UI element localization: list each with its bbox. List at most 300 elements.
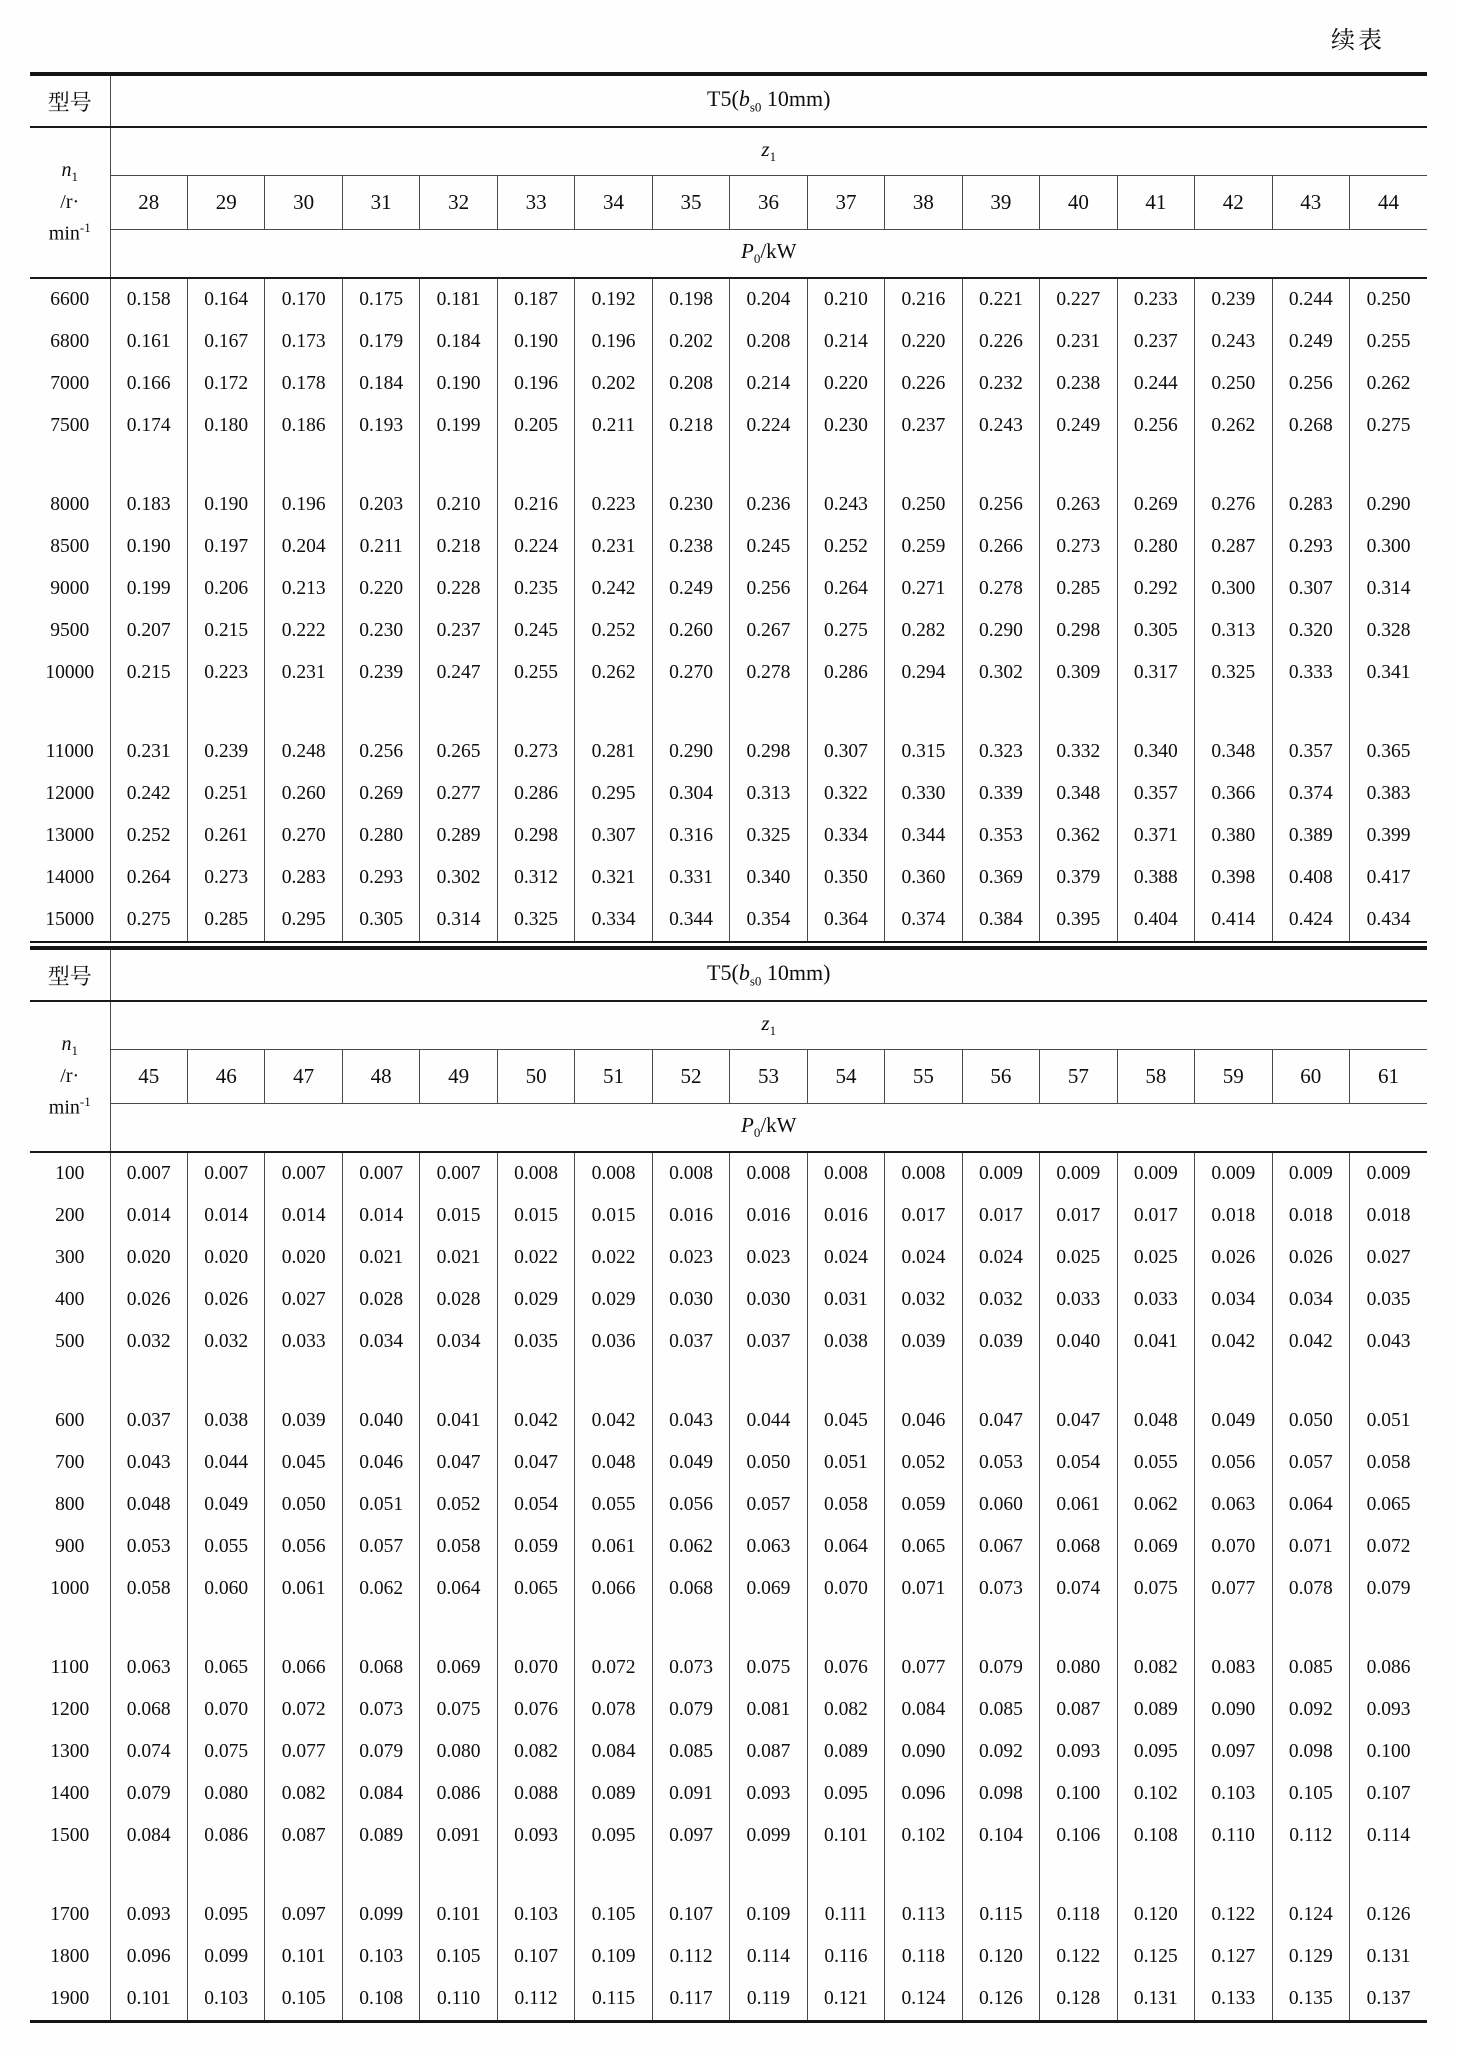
power-cell: 0.016 [652, 1195, 729, 1237]
power-cell: 0.043 [110, 1442, 187, 1484]
power-cell: 0.032 [962, 1279, 1039, 1321]
power-cell: 0.277 [420, 773, 497, 815]
power-cell: 0.020 [265, 1237, 342, 1279]
z1-col-header: 60 [1272, 1050, 1349, 1104]
z1-col-header: 34 [575, 176, 652, 230]
power-cell: 0.040 [342, 1400, 419, 1442]
table-row [30, 1442, 1427, 1484]
power-cell: 0.034 [342, 1321, 419, 1363]
power-cell: 0.371 [1117, 815, 1194, 857]
power-cell: 0.206 [187, 568, 264, 610]
model-header-label: 型号 [30, 74, 110, 127]
power-cell: 0.300 [1350, 526, 1428, 568]
power-cell: 0.097 [652, 1815, 729, 1857]
power-cell: 0.018 [1350, 1195, 1428, 1237]
power-cell: 0.007 [265, 1152, 342, 1195]
power-cell: 0.186 [265, 405, 342, 447]
table-row [30, 1731, 1427, 1773]
row-speed-value: 8000 [30, 484, 110, 526]
power-cell: 0.095 [1117, 1731, 1194, 1773]
power-cell: 0.041 [1117, 1321, 1194, 1363]
power-cell: 0.057 [730, 1484, 807, 1526]
power-cell: 0.050 [265, 1484, 342, 1526]
power-cell: 0.035 [497, 1321, 574, 1363]
power-cell: 0.175 [342, 278, 419, 321]
power-cell: 0.020 [110, 1237, 187, 1279]
power-cell: 0.032 [187, 1321, 264, 1363]
power-cell: 0.325 [497, 899, 574, 942]
power-cell: 0.091 [652, 1773, 729, 1815]
power-cell: 0.239 [1195, 278, 1272, 321]
power-cell: 0.092 [1272, 1689, 1349, 1731]
power-cell: 0.269 [342, 773, 419, 815]
power-cell: 0.077 [1195, 1568, 1272, 1610]
power-cell: 0.048 [575, 1442, 652, 1484]
continued-table-label: 续表 [1331, 28, 1385, 54]
row-speed-value: 10000 [30, 652, 110, 694]
power-cell: 0.068 [342, 1647, 419, 1689]
power-cell: 0.091 [420, 1815, 497, 1857]
power-cell: 0.180 [187, 405, 264, 447]
z1-col-header: 32 [420, 176, 497, 230]
power-cell: 0.264 [807, 568, 884, 610]
power-cell: 0.062 [342, 1568, 419, 1610]
power-cell: 0.089 [807, 1731, 884, 1773]
power-cell: 0.231 [575, 526, 652, 568]
power-cell: 0.097 [1195, 1731, 1272, 1773]
belt-type-header: $T5(b_{s0}$ 10mm) [110, 948, 1427, 1001]
power-cell: 0.273 [187, 857, 264, 899]
power-cell: 0.055 [1117, 1442, 1194, 1484]
rating-table-2 [30, 946, 1427, 2023]
power-cell: 0.190 [497, 321, 574, 363]
power-cell: 0.008 [497, 1152, 574, 1195]
power-cell: 0.108 [1117, 1815, 1194, 1857]
power-cell: 0.305 [1117, 610, 1194, 652]
power-cell: 0.052 [885, 1442, 962, 1484]
power-cell: 0.256 [342, 731, 419, 773]
power-cell: 0.307 [1272, 568, 1349, 610]
power-cell: 0.334 [575, 899, 652, 942]
power-cell: 0.243 [1195, 321, 1272, 363]
power-cell: 0.058 [807, 1484, 884, 1526]
power-cell: 0.252 [807, 526, 884, 568]
p0-row [30, 1104, 1427, 1153]
power-cell: 0.033 [265, 1321, 342, 1363]
power-cell: 0.029 [497, 1279, 574, 1321]
row-speed-value: 9000 [30, 568, 110, 610]
power-cell: 0.101 [110, 1978, 187, 2022]
power-cell: 0.325 [730, 815, 807, 857]
power-cell: 0.273 [497, 731, 574, 773]
z1-col-header: 40 [1040, 176, 1117, 230]
power-cell: 0.231 [110, 731, 187, 773]
z1-header: $z_1$ [110, 127, 1427, 176]
table-row [30, 1195, 1427, 1237]
power-cell: 0.030 [652, 1279, 729, 1321]
power-cell: 0.374 [1272, 773, 1349, 815]
power-cell: 0.065 [885, 1526, 962, 1568]
power-cell: 0.228 [420, 568, 497, 610]
power-cell: 0.060 [187, 1568, 264, 1610]
power-cell: 0.357 [1117, 773, 1194, 815]
power-cell: 0.048 [1117, 1400, 1194, 1442]
table-row [30, 1689, 1427, 1731]
power-cell: 0.047 [962, 1400, 1039, 1442]
power-cell: 0.073 [652, 1647, 729, 1689]
power-cell: 0.231 [1040, 321, 1117, 363]
model-header-label: 型号 [30, 948, 110, 1001]
power-cell: 0.017 [1117, 1195, 1194, 1237]
power-cell: 0.197 [187, 526, 264, 568]
power-cell: 0.050 [1272, 1400, 1349, 1442]
power-cell: 0.042 [1195, 1321, 1272, 1363]
p0-row [30, 230, 1427, 279]
power-cell: 0.065 [497, 1568, 574, 1610]
power-cell: 0.052 [420, 1484, 497, 1526]
power-cell: 0.237 [1117, 321, 1194, 363]
power-cell: 0.243 [807, 484, 884, 526]
power-cell: 0.103 [1195, 1773, 1272, 1815]
power-cell: 0.282 [885, 610, 962, 652]
power-cell: 0.086 [187, 1815, 264, 1857]
power-cell: 0.072 [265, 1689, 342, 1731]
row-speed-value: 400 [30, 1279, 110, 1321]
power-cell: 0.105 [1272, 1773, 1349, 1815]
power-cell: 0.068 [1040, 1526, 1117, 1568]
power-cell: 0.126 [962, 1978, 1039, 2022]
power-cell: 0.087 [730, 1731, 807, 1773]
power-cell: 0.072 [575, 1647, 652, 1689]
power-cell: 0.252 [575, 610, 652, 652]
power-cell: 0.334 [807, 815, 884, 857]
power-cell: 0.088 [497, 1773, 574, 1815]
z1-col-header: 47 [265, 1050, 342, 1104]
power-cell: 0.230 [342, 610, 419, 652]
power-cell: 0.255 [1350, 321, 1428, 363]
power-cell: 0.298 [1040, 610, 1117, 652]
power-cell: 0.214 [730, 363, 807, 405]
power-cell: 0.344 [885, 815, 962, 857]
power-cell: 0.015 [575, 1195, 652, 1237]
power-cell: 0.049 [652, 1442, 729, 1484]
power-cell: 0.046 [885, 1400, 962, 1442]
power-cell: 0.036 [575, 1321, 652, 1363]
power-cell: 0.024 [962, 1237, 1039, 1279]
table-row [30, 857, 1427, 899]
power-cell: 0.056 [265, 1526, 342, 1568]
power-cell: 0.082 [265, 1773, 342, 1815]
row-speed-value: 1300 [30, 1731, 110, 1773]
power-cell: 0.187 [497, 278, 574, 321]
power-cell: 0.265 [420, 731, 497, 773]
power-cell: 0.014 [342, 1195, 419, 1237]
power-cell: 0.026 [187, 1279, 264, 1321]
power-cell: 0.058 [420, 1526, 497, 1568]
power-cell: 0.315 [885, 731, 962, 773]
row-speed-value: 200 [30, 1195, 110, 1237]
power-cell: 0.287 [1195, 526, 1272, 568]
z1-col-header: 30 [265, 176, 342, 230]
power-cell: 0.023 [730, 1237, 807, 1279]
z1-col-header: 56 [962, 1050, 1039, 1104]
power-cell: 0.205 [497, 405, 574, 447]
power-cell: 0.307 [807, 731, 884, 773]
power-cell: 0.107 [1350, 1773, 1428, 1815]
power-cell: 0.087 [265, 1815, 342, 1857]
power-cell: 0.350 [807, 857, 884, 899]
power-cell: 0.211 [575, 405, 652, 447]
gap-row [30, 447, 1427, 484]
power-cell: 0.267 [730, 610, 807, 652]
power-cell: 0.053 [962, 1442, 1039, 1484]
power-cell: 0.079 [652, 1689, 729, 1731]
power-cell: 0.366 [1195, 773, 1272, 815]
power-cell: 0.245 [497, 610, 574, 652]
power-cell: 0.224 [730, 405, 807, 447]
power-cell: 0.099 [342, 1894, 419, 1936]
power-cell: 0.059 [885, 1484, 962, 1526]
power-cell: 0.059 [497, 1526, 574, 1568]
row-speed-value: 6600 [30, 278, 110, 321]
power-cell: 0.089 [575, 1773, 652, 1815]
power-cell: 0.096 [110, 1936, 187, 1978]
z1-col-header: 57 [1040, 1050, 1117, 1104]
power-cell: 0.115 [962, 1894, 1039, 1936]
power-cell: 0.070 [1195, 1526, 1272, 1568]
power-cell: 0.273 [1040, 526, 1117, 568]
power-cell: 0.192 [575, 278, 652, 321]
power-cell: 0.074 [110, 1731, 187, 1773]
power-cell: 0.045 [807, 1400, 884, 1442]
power-cell: 0.302 [962, 652, 1039, 694]
power-cell: 0.360 [885, 857, 962, 899]
power-cell: 0.164 [187, 278, 264, 321]
power-cell: 0.112 [497, 1978, 574, 2022]
power-cell: 0.110 [420, 1978, 497, 2022]
power-cell: 0.178 [265, 363, 342, 405]
power-cell: 0.035 [1350, 1279, 1428, 1321]
power-cell: 0.026 [1195, 1237, 1272, 1279]
z1-col-header: 52 [652, 1050, 729, 1104]
power-cell: 0.056 [652, 1484, 729, 1526]
power-cell: 0.203 [342, 484, 419, 526]
power-cell: 0.353 [962, 815, 1039, 857]
tables-container [30, 72, 1427, 2023]
z1-col-header: 59 [1195, 1050, 1272, 1104]
power-cell: 0.037 [730, 1321, 807, 1363]
power-cell: 0.260 [652, 610, 729, 652]
power-cell: 0.073 [342, 1689, 419, 1731]
power-cell: 0.076 [807, 1647, 884, 1689]
power-cell: 0.276 [1195, 484, 1272, 526]
power-cell: 0.227 [1040, 278, 1117, 321]
power-cell: 0.264 [110, 857, 187, 899]
power-cell: 0.040 [1040, 1321, 1117, 1363]
power-cell: 0.022 [575, 1237, 652, 1279]
power-cell: 0.131 [1117, 1978, 1194, 2022]
row-speed-value: 800 [30, 1484, 110, 1526]
z1-col-header: 61 [1350, 1050, 1428, 1104]
row-speed-value: 6800 [30, 321, 110, 363]
z1-values-row [30, 176, 1427, 230]
power-cell: 0.216 [497, 484, 574, 526]
power-cell: 0.207 [110, 610, 187, 652]
power-cell: 0.339 [962, 773, 1039, 815]
power-cell: 0.025 [1117, 1237, 1194, 1279]
power-cell: 0.084 [885, 1689, 962, 1731]
power-cell: 0.202 [575, 363, 652, 405]
power-cell: 0.316 [652, 815, 729, 857]
power-cell: 0.292 [1117, 568, 1194, 610]
power-cell: 0.034 [1272, 1279, 1349, 1321]
table-row [30, 1237, 1427, 1279]
table-row [30, 1894, 1427, 1936]
power-cell: 0.085 [962, 1689, 1039, 1731]
power-cell: 0.247 [420, 652, 497, 694]
power-cell: 0.269 [1117, 484, 1194, 526]
power-cell: 0.063 [730, 1526, 807, 1568]
power-cell: 0.239 [187, 731, 264, 773]
power-cell: 0.105 [265, 1978, 342, 2022]
power-cell: 0.074 [1040, 1568, 1117, 1610]
power-cell: 0.054 [1040, 1442, 1117, 1484]
power-cell: 0.112 [652, 1936, 729, 1978]
power-cell: 0.065 [187, 1647, 264, 1689]
power-cell: 0.261 [187, 815, 264, 857]
table-row [30, 610, 1427, 652]
power-cell: 0.124 [885, 1978, 962, 2022]
z1-col-header: 33 [497, 176, 574, 230]
power-cell: 0.236 [730, 484, 807, 526]
power-cell: 0.340 [1117, 731, 1194, 773]
power-cell: 0.314 [1350, 568, 1428, 610]
power-cell: 0.100 [1350, 1731, 1428, 1773]
power-cell: 0.263 [1040, 484, 1117, 526]
power-cell: 0.110 [1195, 1815, 1272, 1857]
gap-row [30, 1610, 1427, 1647]
power-cell: 0.108 [342, 1978, 419, 2022]
power-cell: 0.042 [497, 1400, 574, 1442]
power-cell: 0.061 [265, 1568, 342, 1610]
power-cell: 0.051 [807, 1442, 884, 1484]
power-cell: 0.249 [1272, 321, 1349, 363]
power-cell: 0.102 [885, 1815, 962, 1857]
table-row [30, 1815, 1427, 1857]
z1-col-header: 41 [1117, 176, 1194, 230]
power-cell: 0.199 [420, 405, 497, 447]
power-cell: 0.090 [885, 1731, 962, 1773]
power-cell: 0.038 [807, 1321, 884, 1363]
row-speed-value: 600 [30, 1400, 110, 1442]
model-row [30, 948, 1427, 1001]
p0-header: $P_0/kW$ [110, 230, 1427, 279]
power-cell: 0.313 [1195, 610, 1272, 652]
power-cell: 0.320 [1272, 610, 1349, 652]
z1-col-header: 36 [730, 176, 807, 230]
power-cell: 0.037 [652, 1321, 729, 1363]
power-cell: 0.226 [885, 363, 962, 405]
power-cell: 0.183 [110, 484, 187, 526]
power-cell: 0.314 [420, 899, 497, 942]
power-cell: 0.101 [420, 1894, 497, 1936]
power-cell: 0.008 [575, 1152, 652, 1195]
power-cell: 0.103 [342, 1936, 419, 1978]
row-speed-value: 14000 [30, 857, 110, 899]
power-cell: 0.218 [420, 526, 497, 568]
row-speed-value: 8500 [30, 526, 110, 568]
power-cell: 0.069 [420, 1647, 497, 1689]
table-row [30, 526, 1427, 568]
power-cell: 0.089 [1117, 1689, 1194, 1731]
power-cell: 0.128 [1040, 1978, 1117, 2022]
power-cell: 0.221 [962, 278, 1039, 321]
power-cell: 0.044 [187, 1442, 264, 1484]
power-cell: 0.041 [420, 1400, 497, 1442]
power-cell: 0.395 [1040, 899, 1117, 942]
power-cell: 0.101 [807, 1815, 884, 1857]
row-speed-value: 700 [30, 1442, 110, 1484]
power-cell: 0.365 [1350, 731, 1428, 773]
power-cell: 0.281 [575, 731, 652, 773]
power-cell: 0.082 [497, 1731, 574, 1773]
power-cell: 0.080 [420, 1731, 497, 1773]
power-cell: 0.260 [265, 773, 342, 815]
row-speed-value: 7000 [30, 363, 110, 405]
power-cell: 0.210 [807, 278, 884, 321]
power-cell: 0.298 [497, 815, 574, 857]
power-cell: 0.388 [1117, 857, 1194, 899]
power-cell: 0.250 [885, 484, 962, 526]
z1-col-header: 55 [885, 1050, 962, 1104]
power-cell: 0.009 [962, 1152, 1039, 1195]
power-cell: 0.389 [1272, 815, 1349, 857]
power-cell: 0.270 [265, 815, 342, 857]
power-cell: 0.307 [575, 815, 652, 857]
table-row [30, 1978, 1427, 2022]
row-speed-value: 1800 [30, 1936, 110, 1978]
row-speed-value: 300 [30, 1237, 110, 1279]
power-cell: 0.255 [497, 652, 574, 694]
power-cell: 0.224 [497, 526, 574, 568]
power-cell: 0.042 [1272, 1321, 1349, 1363]
power-cell: 0.223 [575, 484, 652, 526]
power-cell: 0.380 [1195, 815, 1272, 857]
table-row [30, 1773, 1427, 1815]
power-cell: 0.021 [420, 1237, 497, 1279]
power-cell: 0.015 [497, 1195, 574, 1237]
power-cell: 0.009 [1195, 1152, 1272, 1195]
power-cell: 0.289 [420, 815, 497, 857]
power-cell: 0.196 [265, 484, 342, 526]
power-cell: 0.080 [187, 1773, 264, 1815]
power-cell: 0.300 [1195, 568, 1272, 610]
power-cell: 0.100 [1040, 1773, 1117, 1815]
power-cell: 0.082 [807, 1689, 884, 1731]
power-cell: 0.161 [110, 321, 187, 363]
power-cell: 0.283 [265, 857, 342, 899]
power-cell: 0.080 [1040, 1647, 1117, 1689]
z1-values-row [30, 1050, 1427, 1104]
power-cell: 0.124 [1272, 1894, 1349, 1936]
power-cell: 0.018 [1272, 1195, 1349, 1237]
power-cell: 0.049 [187, 1484, 264, 1526]
power-cell: 0.285 [187, 899, 264, 942]
power-cell: 0.043 [652, 1400, 729, 1442]
power-cell: 0.230 [652, 484, 729, 526]
power-cell: 0.398 [1195, 857, 1272, 899]
z1-col-header: 50 [497, 1050, 574, 1104]
